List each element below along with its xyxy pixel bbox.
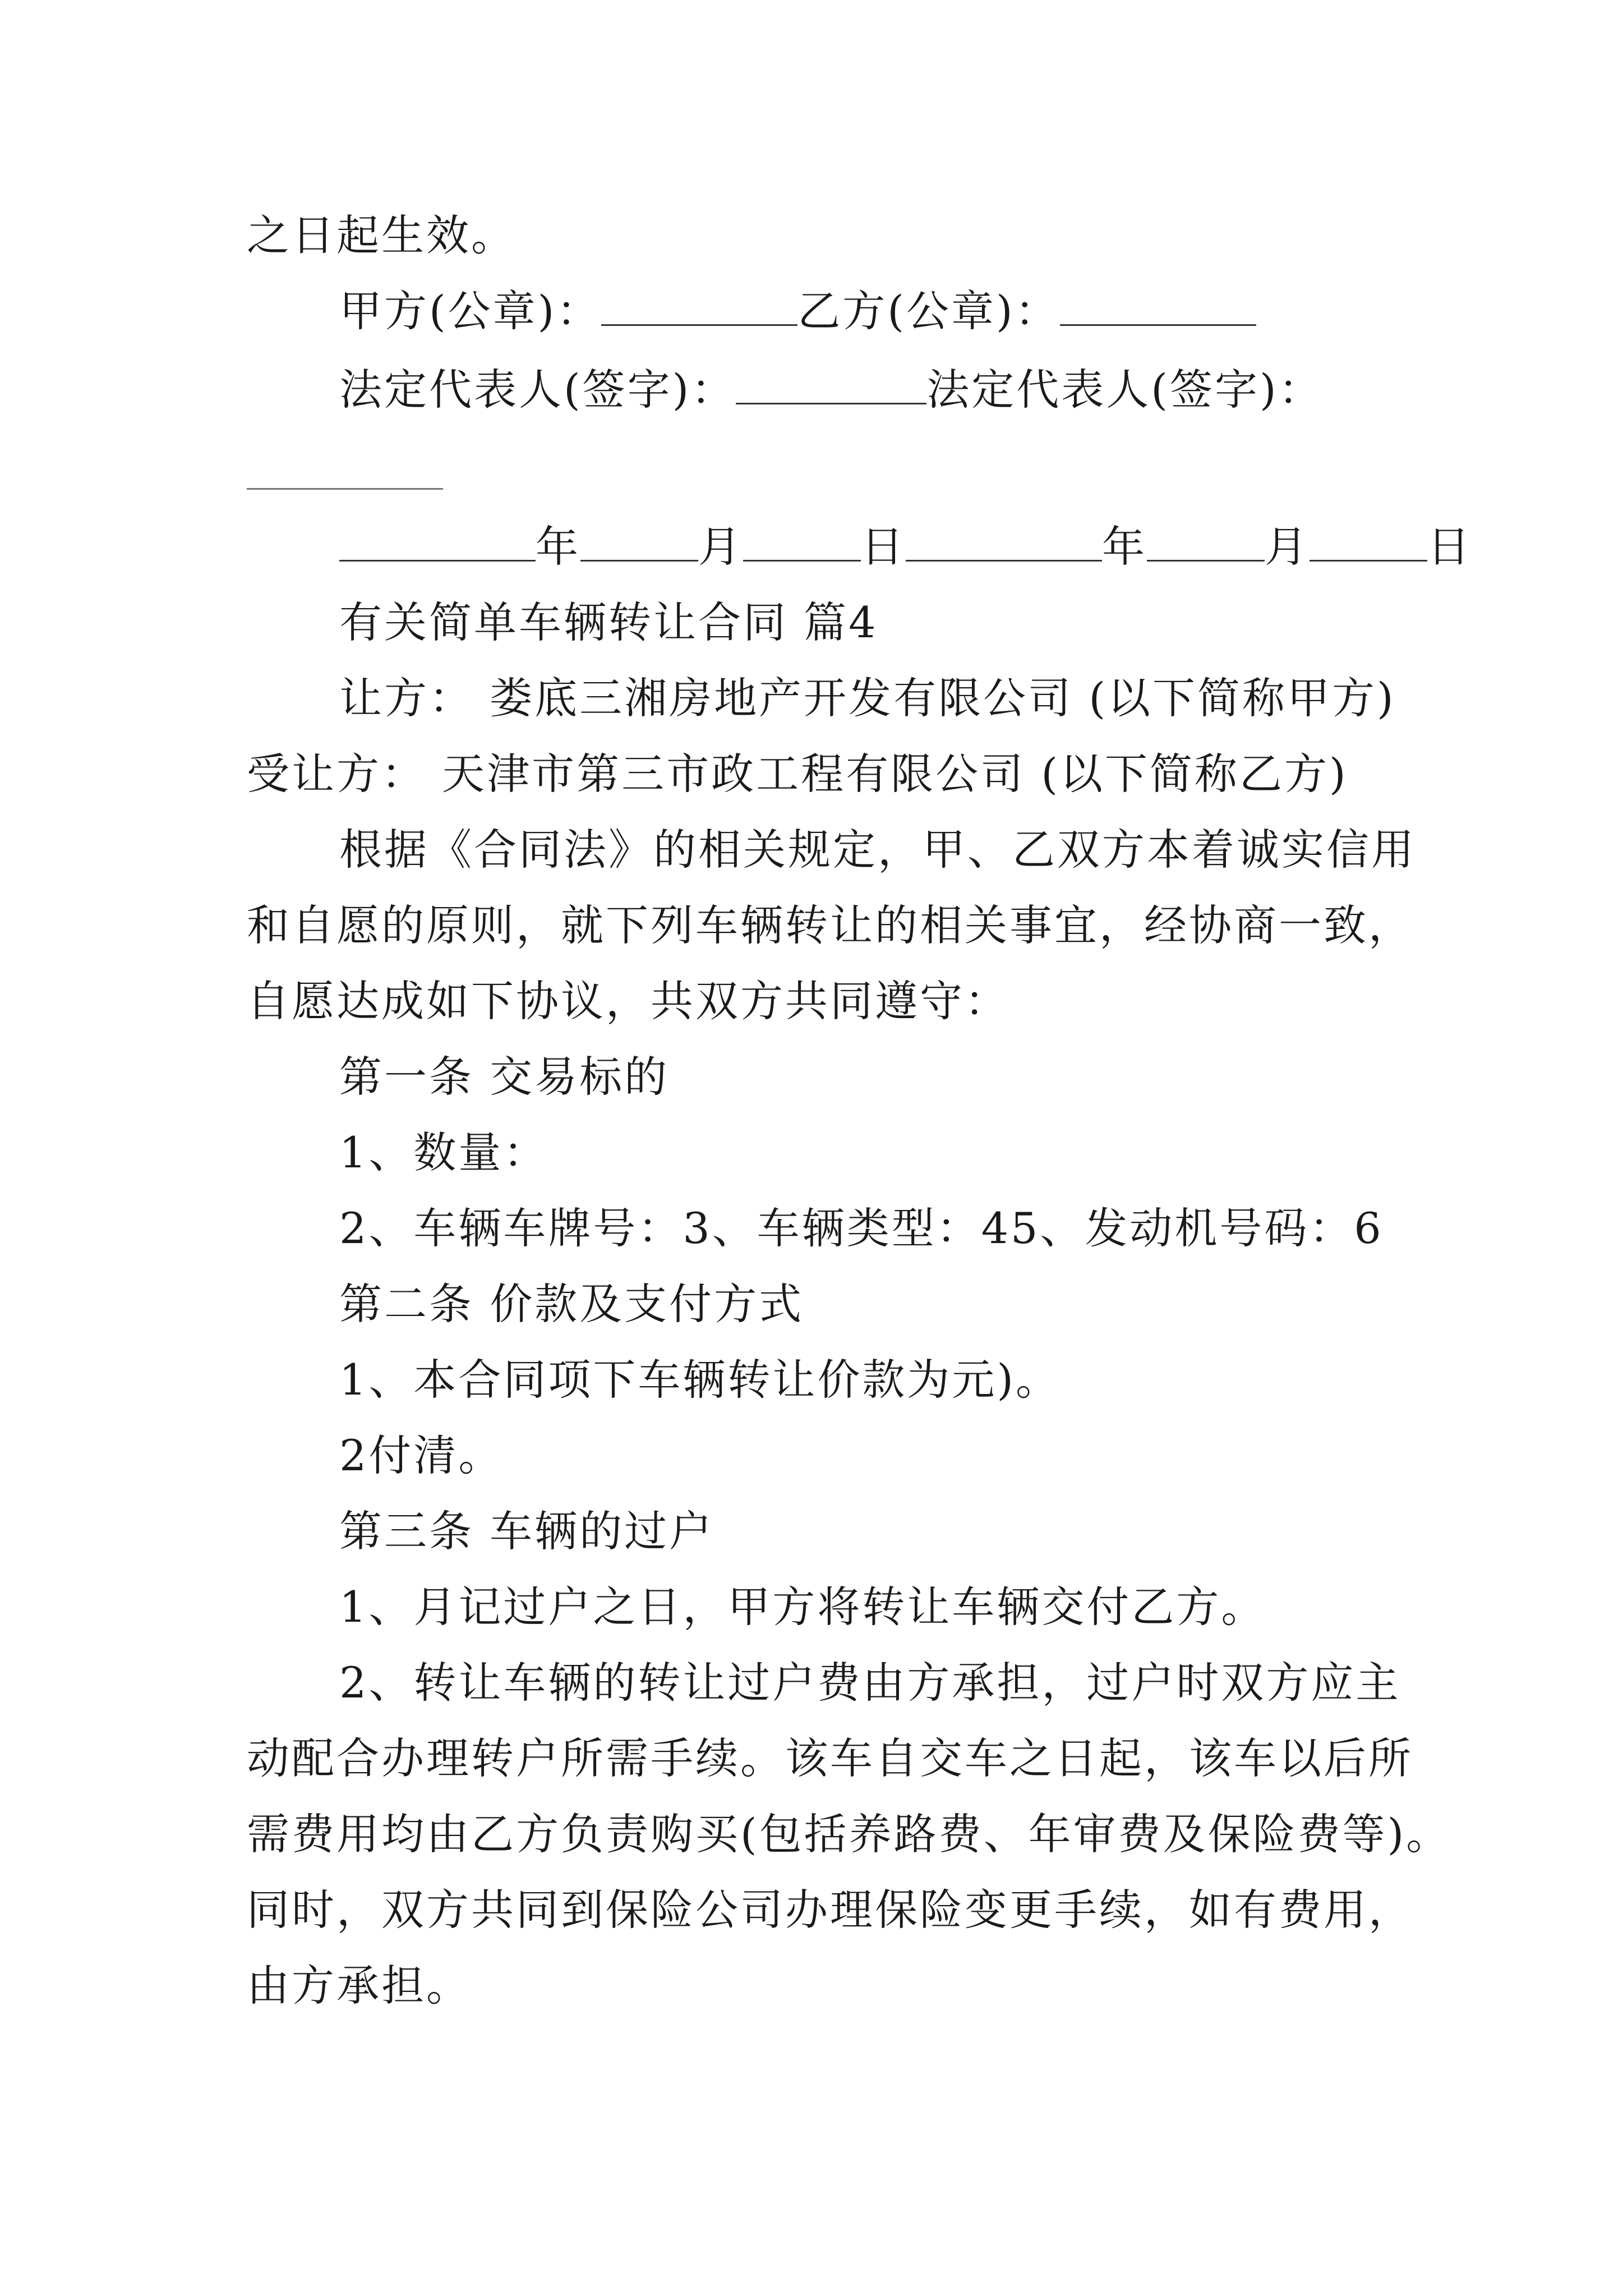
year-blank — [339, 521, 536, 562]
day-blank — [743, 521, 861, 562]
article-heading: 第三条 车辆的过户 — [339, 1506, 714, 1556]
text-line: 同时，双方共同到保险公司办理保险变更手续，如有费用， — [247, 1885, 1413, 1935]
day-label: 日 — [861, 522, 906, 572]
text-line: 1、本合同项下车辆转让价款为元)。 — [339, 1355, 1061, 1405]
month-blank-2 — [1147, 521, 1265, 562]
party-b-rep-blank — [247, 488, 443, 490]
party-a-seal-label: 甲方(公章)： — [339, 286, 602, 336]
year-blank-2 — [906, 521, 1102, 562]
party-b-rep-label: 法定代表人(签字)： — [926, 365, 1324, 415]
year-label: 年 — [536, 522, 580, 572]
day-blank-2 — [1310, 521, 1427, 562]
signature-line-party-seals — [339, 283, 1256, 339]
section-heading: 有关简单车辆转让合同 篇4 — [339, 597, 878, 647]
article-heading: 第一条 交易标的 — [339, 1052, 670, 1102]
party-a-seal-blank — [601, 285, 797, 326]
text-line: 根据《合同法》的相关规定，甲、乙双方本着诚实信用 — [339, 825, 1416, 875]
article-heading: 第二条 价款及支付方式 — [339, 1279, 804, 1329]
year-label-2: 年 — [1102, 522, 1147, 572]
text-line: 2、转让车辆的转让过户费由方承担，过户时双方应主 — [339, 1658, 1401, 1708]
signature-line-representatives — [339, 362, 1324, 418]
party-a-rep-blank — [736, 364, 926, 404]
month-label-2: 月 — [1265, 522, 1310, 572]
text-line: 之日起生效。 — [247, 210, 516, 260]
text-line: 和自愿的原则，就下列车辆转让的相关事宜，经协商一致， — [247, 900, 1413, 950]
text-line: 受让方： 天津市第三市政工程有限公司 (以下简称乙方) — [247, 749, 1348, 799]
party-b-seal-label: 乙方(公章)： — [797, 286, 1060, 336]
month-blank — [580, 521, 698, 562]
date-line — [339, 519, 1472, 575]
text-line: 让方： 娄底三湘房地产开发有限公司 (以下简称甲方) — [339, 673, 1396, 723]
text-line: 动配合办理转户所需手续。该车自交车之日起，该车以后所 — [247, 1733, 1413, 1783]
day-label-2: 日 — [1427, 522, 1472, 572]
text-line: 2付清。 — [339, 1430, 504, 1480]
text-line: 由方承担。 — [247, 1961, 471, 2010]
party-b-seal-blank — [1060, 285, 1256, 326]
month-label: 月 — [698, 522, 743, 572]
text-line: 2、车辆车牌号：3、车辆类型：45、发动机号码：6 — [339, 1203, 1384, 1253]
text-line: 自愿达成如下协议，共双方共同遵守： — [247, 976, 1009, 1026]
party-a-rep-label: 法定代表人(签字)： — [339, 365, 736, 415]
text-line: 1、月记过户之日，甲方将转让车辆交付乙方。 — [339, 1582, 1266, 1632]
text-line: 1、数量： — [339, 1128, 548, 1177]
text-line: 需费用均由乙方负责购买(包括养路费、年审费及保险费等)。 — [247, 1809, 1451, 1859]
